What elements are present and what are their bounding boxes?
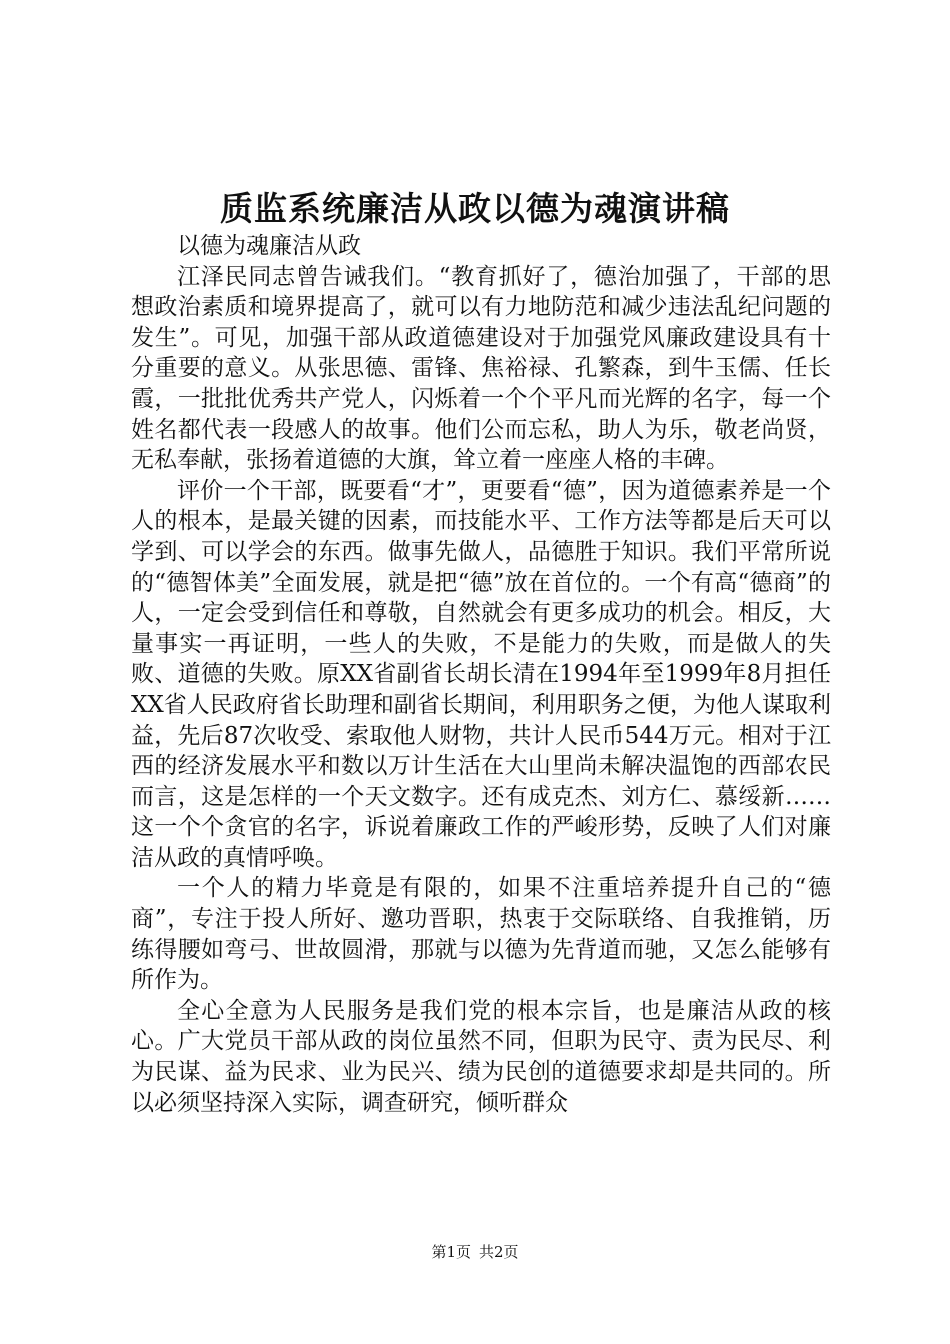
page-number: 第1页	[431, 1243, 471, 1261]
page-footer	[0, 1240, 950, 1264]
paragraph-3: 一个人的精力毕竟是有限的，如果不注重培养提升自己的“德商”，专注于投人所好、邀功晋职，热衷于交际联络、自我推销，历练得腰如弯弓、世故圆滑，那就与以德为先背道而驰，又怎么能够有所作为。	[131, 875, 831, 994]
paragraph-4: 全心全意为人民服务是我们党的根本宗旨，也是廉洁从政的核心。广大党员干部从政的岗位虽然不同，但职为民守、责为民尽、利为民谋、益为民求、业为民兴、绩为民创的道德要求却是共同的。所以必须坚持深入实际，调查研究，倾听群众	[131, 997, 831, 1116]
document-title: 质监系统廉洁从政以德为魂演讲稿	[220, 189, 730, 228]
paragraph-2: 评价一个干部，既要看“才”，更要看“德”，因为道德素养是一个人的根本，是最关键的因素，而技能水平、工作方法等都是后天可以学到、可以学会的东西。做事先做人，品德胜于知识。我们平常所说的“德智体美”全面发展，就是把“德”放在首位的。一个有高“德商”的人，一定会受到信任和尊敬，自然就会有更多成功的机会。相反，大量事实一再证明，一些人的失败，不是能力的失败，而是做人的失败、道德的失败。原XX省副省长胡长清在1994年至1999年8月担任XX省人民政府省长助理和副省长期间，利用职务之便，为他人谋取利益，先后87次收受、索取他人财物，共计人民币544万元。相对于江西的经济发展水平和数以万计生活在大山里尚未解决温饱的西部农民而言，这是怎样的一个天文数字。还有成克杰、刘方仁、慕绥新……这一个个贪官的名字，诉说着廉政工作的严峻形势，反映了人们对廉洁从政的真情呼唤。	[131, 477, 831, 871]
paragraph-1: 江泽民同志曾告诫我们。“教育抓好了，德治加强了，干部的思想政治素质和境界提高了，就可以有力地防范和减少违法乱纪问题的发生”。可见，加强干部从政道德建设对于加强党风廉政建设具有十分重要的意义。从张思德、雷锋、焦裕禄、孔繁森，到牛玉儒、任长霞，一批批优秀共产党人，闪烁着一个个平凡而光辉的名字，每一个姓名都代表一段感人的故事。他们公而忘私，助人为乐，敬老尚贤，无私奉献，张扬着道德的大旗，耸立着一座座人格的丰碑。	[131, 263, 831, 474]
document-body	[131, 231, 831, 1118]
page-total: 共2页	[479, 1243, 519, 1261]
paragraph-subtitle: 以德为魂廉洁从政	[177, 233, 361, 259]
